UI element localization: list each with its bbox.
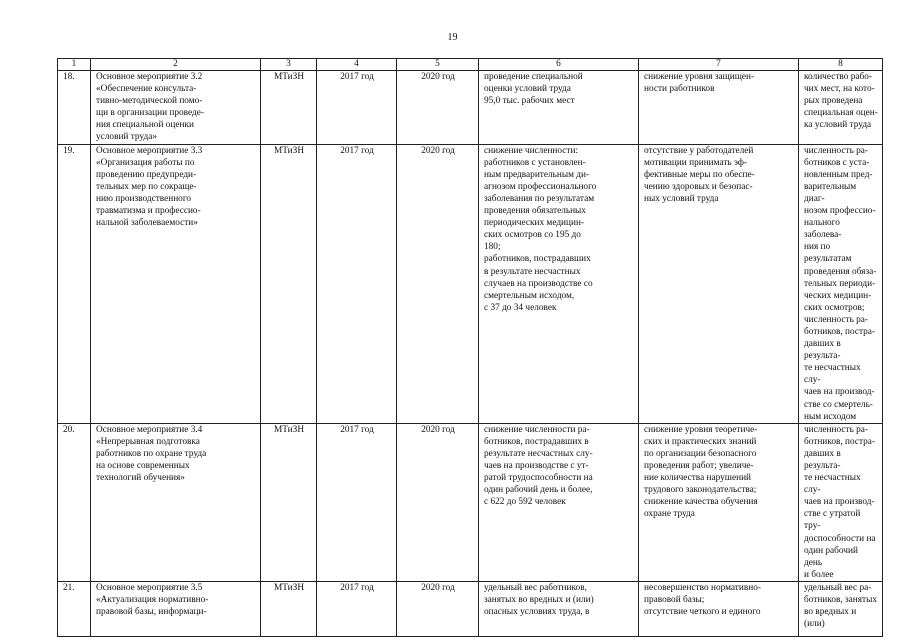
responsible-cell: МТиЗН (261, 581, 317, 636)
end-year-cell: 2020 год (397, 144, 479, 423)
column-header: 4 (317, 59, 397, 71)
row-number: 19. (58, 144, 91, 423)
column-header: 1 (58, 59, 91, 71)
end-year-cell: 2020 год (397, 71, 479, 145)
column-header: 8 (799, 59, 883, 71)
result-cell: снижение численности: работников с установлен- ным предварительным ди- агнозом профессионального заболевания по результатам проведения обязательных периодических медицин- ских осмотров со 195 до 180; работников, пострадавших в результате несчастных случаев на производстве со смертельным исходом, с 37 до 34 человек (479, 144, 639, 423)
column-header: 6 (479, 59, 639, 71)
row-number: 20. (58, 423, 91, 581)
table-row (58, 581, 883, 636)
responsible-cell: МТиЗН (261, 144, 317, 423)
measure-cell: Основное мероприятие 3.5 «Актуализация нормативно- правовой базы, информаци- (91, 581, 261, 636)
consequences-cell: отсутствие у работодателей мотивации принимать эф- фективные меры по обеспе- чению здоровых и безопас- ных условий труда (639, 144, 799, 423)
result-cell: проведение специальной оценки условий труда 95,0 тыс. рабочих мест (479, 71, 639, 145)
column-header: 3 (261, 59, 317, 71)
responsible-cell: МТиЗН (261, 423, 317, 581)
header-row (58, 59, 883, 71)
start-year-cell: 2017 год (317, 581, 397, 636)
responsible-cell: МТиЗН (261, 71, 317, 145)
row-number: 18. (58, 71, 91, 145)
table-row (58, 144, 883, 423)
start-year-cell: 2017 год (317, 71, 397, 145)
start-year-cell: 2017 год (317, 144, 397, 423)
measure-cell: Основное мероприятие 3.4 «Непрерывная подготовка работников по охране труда на основе современных технологий обучения» (91, 423, 261, 581)
start-year-cell: 2017 год (317, 423, 397, 581)
indicator-cell: количество рабо- чих мест, на кото- рых проведена специальная оцен- ка условий труда (799, 71, 883, 145)
result-cell: удельный вес работников, занятых во вредных и (или) опасных условиях труда, в (479, 581, 639, 636)
indicator-cell: численность ра- ботников с уста- новленным пред- варительным диаг- нозом профессио- нального заболева- ния по результатам проведения обяза- тельных периоди- ческих медицин- ских осмотров; численность ра- ботников, постра- давших в результа- те несчастных слу- чаев на производ- стве со смертель- ным исходом (799, 144, 883, 423)
column-header: 7 (639, 59, 799, 71)
table-row (58, 423, 883, 581)
row-number: 21. (58, 581, 91, 636)
table-row (58, 71, 883, 145)
column-header: 2 (91, 59, 261, 71)
consequences-cell: снижение уровня защищен- ности работников (639, 71, 799, 145)
end-year-cell: 2020 год (397, 581, 479, 636)
measure-cell: Основное мероприятие 3.3 «Организация работы по проведению предупреди- тельных мер по сокраще- нию производственного травматизма и профессио- нальной заболеваемости» (91, 144, 261, 423)
indicator-cell: численность ра- ботников, постра- давших в результа- те несчастных слу- чаев на производ- стве с утратой тру- доспособности на один рабочий день и более (799, 423, 883, 581)
consequences-cell: несовершенство нормативно- правовой базы; отсутствие четкого и единого (639, 581, 799, 636)
result-cell: снижение численности ра- ботников, пострадавших в результате несчастных слу- чаев на производстве с ут- ратой трудоспособности на один рабочий день и более, с 622 до 592 человек (479, 423, 639, 581)
end-year-cell: 2020 год (397, 423, 479, 581)
page-number: 19 (447, 32, 458, 43)
column-header: 5 (397, 59, 479, 71)
measure-cell: Основное мероприятие 3.2 «Обеспечение консульта- тивно-методической помо- щи в организации проведе- ния специальной оценки условий труда» (91, 71, 261, 145)
indicator-cell: удельный вес ра- ботников, занятых во вредных и (или) (799, 581, 883, 636)
measures-table (57, 58, 883, 637)
consequences-cell: снижение уровня теоретиче- ских и практических знаний по организации безопасного проведения работ; увеличе- ние количества нарушений трудового законодательства; снижение качества обучения охране труда (639, 423, 799, 581)
